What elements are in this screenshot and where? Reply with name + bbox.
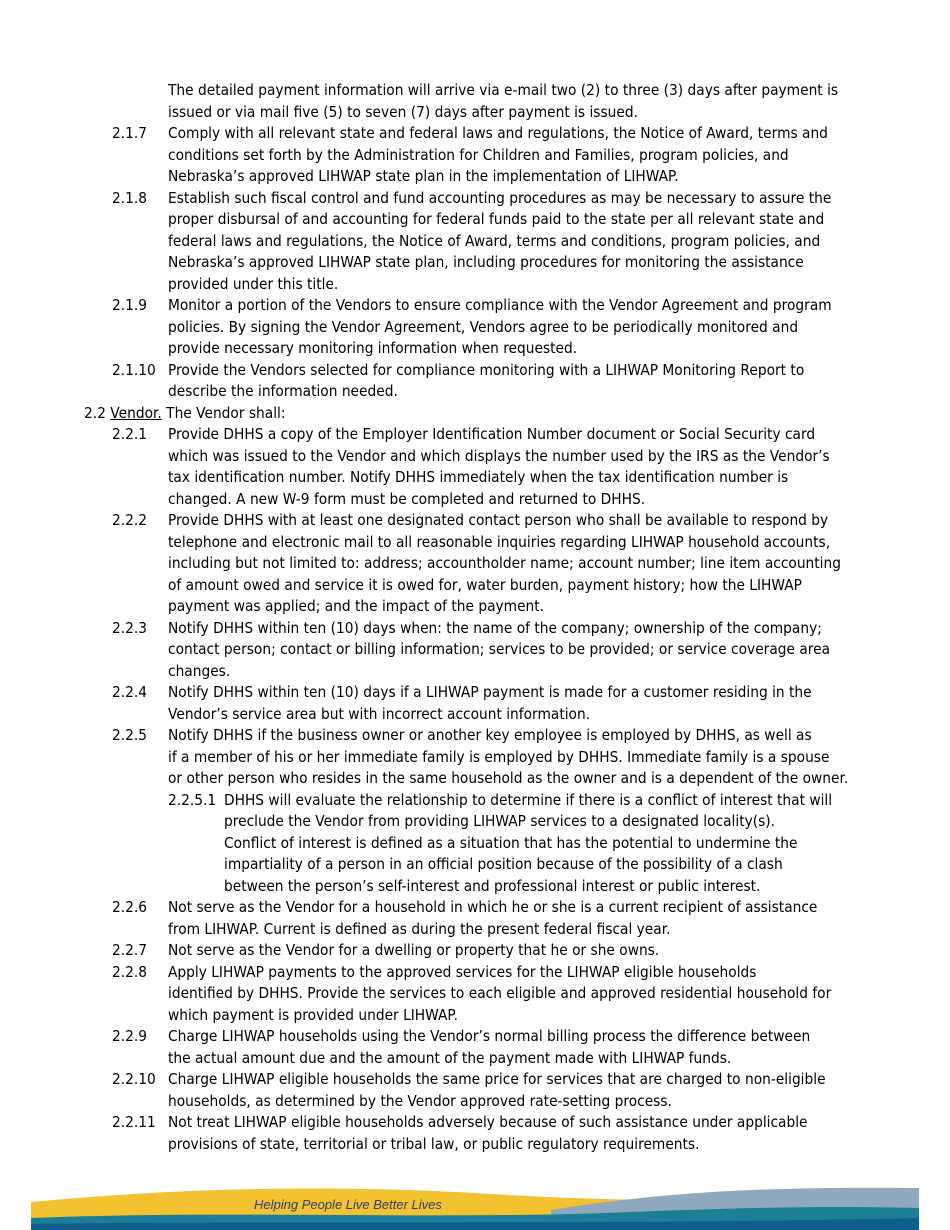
item-text-line: changes. (168, 661, 231, 680)
item-text-line: households, as determined by the Vendor approved rate-setting process. (168, 1091, 672, 1110)
item-text-line: of amount owed and service it is owed for, water burden, payment history; how the LIHWAP (168, 575, 802, 594)
item-text-line: telephone and electronic mail to all reasonable inquiries regarding LIHWAP household accounts, (168, 532, 831, 551)
item-number: 2.2.7 (112, 941, 148, 959)
subitem-text-line: preclude the Vendor from providing LIHWAP services to a designated locality(s). (224, 812, 776, 830)
item-text-line: Vendor’s service area but with incorrect account information. (168, 704, 591, 723)
item-number: 2.2.4 (112, 683, 148, 701)
item-text-line: federal laws and regulations, the Notice of Award, terms and conditions, program policies, and (168, 231, 821, 250)
item-text-line: or other person who resides in the same household as the owner and is a dependent of the owner. (168, 769, 849, 787)
item-number: 2.2.10 (112, 1070, 156, 1088)
item-text-line: identified by DHHS. Provide the services to each eligible and approved residential household for (168, 984, 832, 1002)
item-text-line: Not serve as the Vendor for a dwelling or property that he or she owns. (168, 941, 660, 959)
item-text-line: contact person; contact or billing information; services to be provided; or service coverage area (168, 640, 831, 658)
item-text-line: Apply LIHWAP payments to the approved services for the LIHWAP eligible households (168, 962, 757, 981)
item-number: 2.2.11 (112, 1113, 156, 1131)
item-text-line: tax identification number. Notify DHHS immediately when the tax identification number is (168, 468, 789, 486)
subitem-text-line: Conflict of interest is defined as a situation that has the potential to undermine the (224, 833, 798, 852)
item-text-line: Not treat LIHWAP eligible households adversely because of such assistance under applicable (168, 1113, 808, 1131)
item-text-line: Notify DHHS if the business owner or another key employee is employed by DHHS, as well as (168, 726, 812, 744)
footer-wave-graphic (31, 1180, 919, 1230)
item-text-line: Provide DHHS a copy of the Employer Identification Number document or Social Security card (168, 425, 816, 443)
subitem-text-line: impartiality of a person in an official position because of the possibility of a clash (224, 855, 783, 873)
footer-tagline: Helping People Live Better Lives (254, 1197, 442, 1212)
item-number: 2.2.1 (112, 425, 148, 443)
item-text-line: Monitor a portion of the Vendors to ensure compliance with the Vendor Agreement and program (168, 296, 832, 314)
item-number: 2.2.8 (112, 962, 148, 981)
section-title: Vendor. (110, 403, 162, 422)
item-text-line: provided under this title. (168, 274, 339, 293)
item-text-line: which was issued to the Vendor and which displays the number used by the IRS as the Vendor’s (168, 446, 830, 465)
item-text-line: Nebraska’s approved LIHWAP state plan in the implementation of LIHWAP. (168, 167, 679, 185)
item-text-line: Nebraska’s approved LIHWAP state plan, including procedures for monitoring the assistance (168, 253, 804, 271)
item-text-line: payment was applied; and the impact of the payment. (168, 597, 545, 615)
item-number: 2.1.8 (112, 188, 148, 207)
subitem-text-line: DHHS will evaluate the relationship to determine if there is a conflict of interest that will (224, 790, 833, 809)
paragraph-line: issued or via mail five (5) to seven (7) days after payment is issued. (168, 102, 638, 121)
item-text-line: policies. By signing the Vendor Agreement, Vendors agree to be periodically monitored and (168, 317, 799, 336)
item-text-line: including but not limited to: address; accountholder name; account number; line item accounting (168, 554, 841, 572)
paragraph-line: The detailed payment information will arrive via e-mail two (2) to three (3) days after payment is (168, 81, 839, 99)
item-number: 2.1.7 (112, 124, 148, 142)
item-text-line: provide necessary monitoring information when requested. (168, 339, 578, 357)
item-text-line: the actual amount due and the amount of the payment made with LIHWAP funds. (168, 1048, 732, 1067)
section-number: 2.2 (84, 403, 106, 422)
footer-wave-banner (31, 1180, 919, 1230)
item-text-line: changed. A new W-9 form must be completed and returned to DHHS. (168, 489, 646, 508)
item-text-line: Not serve as the Vendor for a household in which he or she is a current recipient of assistance (168, 898, 818, 916)
item-text-line: Notify DHHS within ten (10) days if a LIHWAP payment is made for a customer residing in the (168, 683, 812, 701)
item-text-line: Provide DHHS with at least one designated contact person who shall be available to respond by (168, 511, 829, 529)
item-number: 2.2.6 (112, 898, 148, 916)
subitem-text-line: between the person’s self-interest and professional interest or public interest. (224, 876, 761, 895)
item-text-line: conditions set forth by the Administration for Children and Families, program policies, and (168, 145, 789, 164)
section-intro: The Vendor shall: (166, 403, 286, 422)
item-text-line: if a member of his or her immediate family is employed by DHHS. Immediate family is a spouse (168, 747, 830, 766)
item-text-line: Charge LIHWAP households using the Vendor’s normal billing process the difference between (168, 1027, 811, 1045)
item-text-line: Establish such fiscal control and fund accounting procedures as may be necessary to assure the (168, 188, 832, 207)
section-heading-2-2 (84, 403, 286, 425)
item-number: 2.2.3 (112, 618, 148, 637)
item-text-line: provisions of state, territorial or tribal law, or public regulatory requirements. (168, 1134, 700, 1153)
item-text-line: Charge LIHWAP eligible households the same price for services that are charged to non-eligible (168, 1070, 826, 1088)
item-number: 2.2.2 (112, 511, 148, 529)
item-text-line: from LIHWAP. Current is defined as during the present federal fiscal year. (168, 919, 671, 938)
item-text-line: proper disbursal of and accounting for federal funds paid to the state per all relevant state and (168, 210, 825, 228)
item-number: 2.1.9 (112, 296, 148, 314)
subitem-number: 2.2.5.1 (168, 790, 217, 809)
item-number: 2.2.5 (112, 726, 148, 744)
item-number: 2.2.9 (112, 1027, 148, 1045)
item-text-line: Comply with all relevant state and federal laws and regulations, the Notice of Award, terms and (168, 124, 828, 142)
item-text-line: which payment is provided under LIHWAP. (168, 1005, 458, 1024)
item-text-line: Provide the Vendors selected for compliance monitoring with a LIHWAP Monitoring Report to (168, 360, 805, 379)
item-text-line: describe the information needed. (168, 382, 398, 400)
item-text-line: Notify DHHS within ten (10) days when: the name of the company; ownership of the company; (168, 618, 822, 637)
item-number: 2.1.10 (112, 360, 156, 379)
